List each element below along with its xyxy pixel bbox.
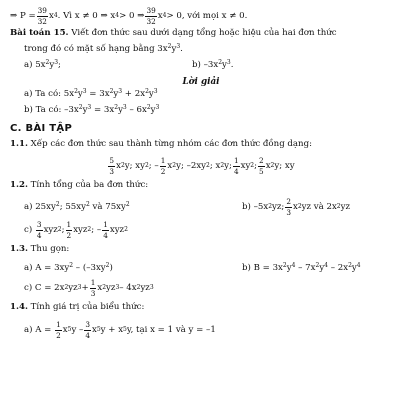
exercise-1-3-ab: a) $A = 3xy^2 - (-3xy^2)$ b) $B = 3x^2y^4 - 7x^2y^4 - 2x^2y^4$ (24, 261, 361, 273)
solution-a: a) Ta có: $5x^2y^3 = 3x^2y^3 + 2x^2y^3$ (24, 88, 158, 99)
fraction-39-32: $\frac{39}{32}$ (37, 6, 47, 26)
bai-toan-15-statement: Bài toán 15. Viết đơn thức sau dưới dạng tổng hoặc hiệu của hai đơn thức (10, 28, 337, 38)
bai-toan-15-statement-2: trong đó có mặt số hạng bằng $3x^2y^3$. (24, 43, 183, 54)
exercise-1-2-statement: 1.2. Tính tổng của ba đơn thức: (10, 180, 149, 190)
p-label: P = (19, 10, 36, 21)
exercise-1-4-statement: 1.4. Tính giá trị của biểu thức: (10, 302, 145, 312)
exercise-1-3-c: c) C = 2x 2 yz 3 + $\frac{1}{3}$ x 2 yz 3 – 4x 2 yz 3 (24, 278, 154, 298)
implies-symbol: ⇒ (10, 10, 18, 21)
exercise-1-2-c: c) $\frac{3}{4}$ xyz 2 ; $\frac{1}{2}$ xyz 2 ; – $\frac{1}{4}$ xyz 2 (24, 220, 128, 240)
solution-b: b) Ta có: $-3x^2y^3 = 3x^2y^3 - 6x^2y^3$ (24, 104, 160, 115)
solution-heading: Lời giải (182, 77, 220, 87)
exercise-1-2-ab: a) $25xy^2$; $55xy^2$ và $75xy^2$ b) –5x 2 yz; $\frac{2}{3}$ x 2 yz và 2x 2 yz (24, 197, 351, 217)
exercise-1-3-statement: 1.3. Thu gọn: (10, 244, 70, 254)
problem-label: Bài toán 15. (10, 28, 69, 38)
bai-toan-15-parts: a) $5x^2y^3$; b) $-3x^2y^3$. (24, 59, 234, 70)
exercise-1-1-statement: 1.1. Xếp các đơn thức sau thành từng nhóm các đơn thức đồng dạng: (10, 139, 312, 149)
intro-line: ⇒ P = $\frac{39}{32}$ x 4 . Vì x ≠ 0 ⇒ x 4 > 0 ⇒ $\frac{39}{32}$ x 4 > 0, với mọi x ≠ 0. (10, 6, 248, 26)
exercise-1-1-terms: $\frac{5}{3}$ x 2 y ; xy 2 ; – $\frac{1}{2}$ x 2 y ; –2xy 2 ; x 2 y; $\frac{1}{4}$ xy 2 ; $\frac{2}{5}$ x 2 y; xy (109, 156, 295, 176)
fraction-39-32-b: $\frac{39}{32}$ (146, 6, 156, 26)
section-title: C. BÀI TẬP (10, 123, 73, 134)
exercise-1-4-a: a) A = $\frac{1}{2}$ x 5 y – $\frac{3}{4}$ x 5 y + x 5 y, tại x = 1 và y = –1 (24, 320, 216, 340)
